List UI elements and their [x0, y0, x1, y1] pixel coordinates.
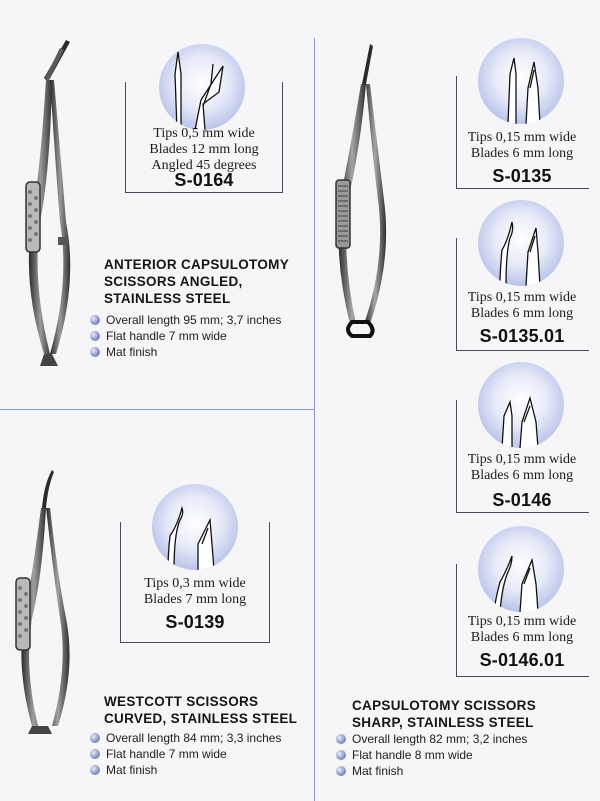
- feature-list: [90, 312, 310, 360]
- spec-line: Blades 7 mm long: [143, 592, 247, 607]
- bullet-icon: [90, 331, 100, 341]
- feature-item: Mat finish: [336, 763, 576, 779]
- tip-card-s-0146-01: [456, 526, 588, 678]
- feature-item: Overall length 84 mm; 3,3 inches: [90, 730, 310, 746]
- angled-tips-icon: [159, 44, 245, 130]
- tip-card-s-0139: [120, 484, 270, 644]
- feature-item: Overall length 95 mm; 3,7 inches: [90, 312, 310, 328]
- bullet-icon: [90, 765, 100, 775]
- bullet-icon: [90, 749, 100, 759]
- straight-scissors-icon: [330, 40, 390, 340]
- section-divider: [0, 409, 314, 410]
- title-line: SCISSORS ANGLED,: [104, 274, 243, 289]
- spec-line: Blades 6 mm long: [470, 146, 574, 161]
- bullet-icon: [90, 347, 100, 357]
- tip-specs: [120, 576, 270, 608]
- tip-detail-lens: [152, 484, 238, 570]
- spec-line: Blades 6 mm long: [470, 468, 574, 483]
- angled-scissors-icon: [10, 32, 80, 372]
- product-code: S-0146.01: [479, 650, 565, 670]
- tip-specs: [456, 130, 588, 162]
- feature-item: Mat finish: [90, 762, 310, 778]
- product-title-westcott: [104, 693, 309, 727]
- feature-item: Flat handle 7 mm wide: [90, 328, 310, 344]
- spec-line: Blades 12 mm long: [149, 142, 259, 157]
- bullet-icon: [336, 766, 346, 776]
- product-code: S-0146: [492, 490, 552, 510]
- spec-line: Tips 0,15 mm wide: [467, 614, 577, 629]
- title-line: ANTERIOR CAPSULOTOMY: [104, 257, 290, 272]
- tip-specs: [456, 614, 588, 646]
- column-divider: [314, 38, 315, 801]
- feature-item: Overall length 82 mm; 3,2 inches: [336, 731, 576, 747]
- spec-line: Tips 0,15 mm wide: [467, 452, 577, 467]
- title-line: STAINLESS STEEL: [104, 291, 231, 306]
- curved-tips-icon: [478, 200, 564, 286]
- spec-line: Tips 0,15 mm wide: [467, 290, 577, 305]
- feature-item: Flat handle 8 mm wide: [336, 747, 576, 763]
- curved-sharp-tips-icon: [478, 526, 564, 612]
- tip-specs: [456, 452, 588, 484]
- curved-scissors-icon: [8, 468, 78, 736]
- spec-line: Blades 6 mm long: [470, 306, 574, 321]
- tip-detail-lens: [478, 200, 564, 286]
- straight-tips-icon: [478, 38, 564, 124]
- sharp-tips-icon: [478, 362, 564, 448]
- spec-line: Tips 0,15 mm wide: [467, 130, 577, 145]
- product-code: S-0135.01: [479, 326, 565, 346]
- feature-item: Mat finish: [90, 344, 310, 360]
- spec-line: Blades 6 mm long: [470, 630, 574, 645]
- feature-list: [90, 730, 310, 778]
- product-code: S-0135: [492, 166, 552, 186]
- tip-card-s-0135-01: [456, 200, 588, 352]
- bullet-icon: [336, 750, 346, 760]
- spec-line: Tips 0,3 mm wide: [144, 576, 246, 591]
- tip-specs: [456, 290, 588, 322]
- tip-detail-lens: [478, 38, 564, 124]
- spec-line: Angled 45 degrees: [151, 158, 257, 173]
- feature-list: [336, 731, 576, 779]
- product-title-anterior-capsulotomy: [104, 256, 309, 307]
- bullet-icon: [90, 315, 100, 325]
- product-title-capsulotomy-sharp: [352, 697, 592, 731]
- tip-card-s-0146: [456, 362, 588, 514]
- tip-card-s-0135: [456, 38, 588, 190]
- title-line: SHARP, STAINLESS STEEL: [352, 715, 534, 730]
- title-line: CURVED, STAINLESS STEEL: [104, 711, 298, 726]
- feature-item: Flat handle 7 mm wide: [90, 746, 310, 762]
- product-code: S-0139: [165, 612, 225, 632]
- curved-tips-icon: [152, 484, 238, 570]
- spec-line: Tips 0,5 mm wide: [153, 126, 255, 141]
- product-code: S-0164: [174, 170, 234, 190]
- tip-detail-lens: [478, 526, 564, 612]
- tip-detail-lens: [478, 362, 564, 448]
- title-line: WESTCOTT SCISSORS: [104, 694, 259, 709]
- tip-card-s-0164: [125, 44, 283, 196]
- tip-detail-lens: [159, 44, 245, 130]
- bullet-icon: [90, 733, 100, 743]
- bullet-icon: [336, 734, 346, 744]
- tip-specs: [125, 126, 283, 174]
- title-line: CAPSULOTOMY SCISSORS: [352, 698, 537, 713]
